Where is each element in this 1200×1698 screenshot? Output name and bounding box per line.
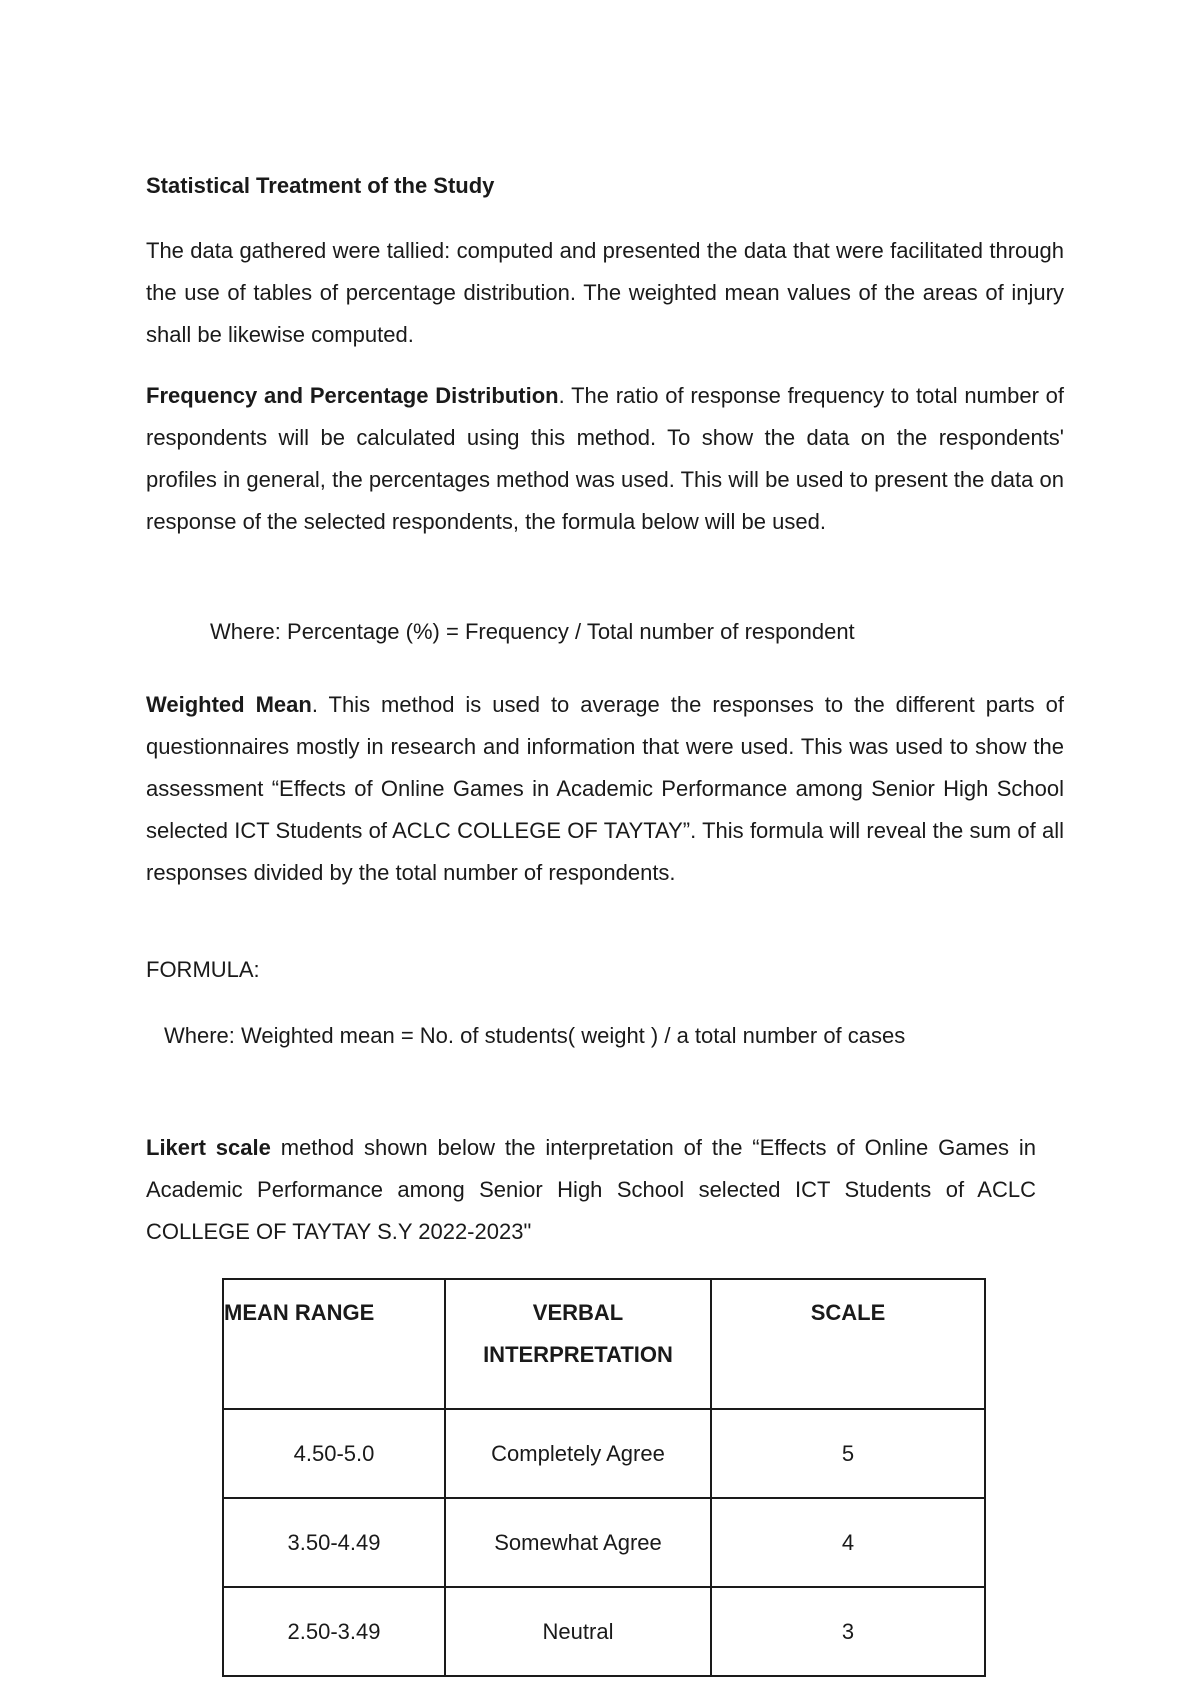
cell-verbal: Completely Agree xyxy=(445,1409,711,1498)
header-verbal-line2: INTERPRETATION xyxy=(483,1342,673,1367)
cell-mean-range: 3.50-4.49 xyxy=(223,1498,445,1587)
likert-scale-table xyxy=(222,1278,986,1677)
likert-paragraph xyxy=(146,1127,1036,1253)
frequency-paragraph xyxy=(146,375,1064,543)
cell-scale: 5 xyxy=(711,1409,985,1498)
cell-verbal: Neutral xyxy=(445,1587,711,1676)
weighted-mean-formula: Where: Weighted mean = No. of students( weight ) / a total number of cases xyxy=(164,1023,906,1048)
section-heading: Statistical Treatment of the Study xyxy=(146,173,495,198)
frequency-text: . The ratio of response frequency to total number of respondents will be calculated using this method. To show the data on the respondents' profiles in general, the percentages method was used. This will be used to present the data on response of the selected respondents, the formula below will be used. xyxy=(146,383,1064,534)
header-verbal-line1: VERBAL xyxy=(532,1300,624,1325)
frequency-label: Frequency and Percentage Distribution xyxy=(146,383,559,408)
weighted-mean-text: . This method is used to average the responses to the different parts of questionnaires mostly in research and information that were used. This was used to show the assessment “Effects of Online Games in Academic Performance among Senior High School selected ICT Students of ACLC COLLEGE OF TAYTAY”. This formula will reveal the sum of all responses divided by the total number of respondents. xyxy=(146,692,1064,885)
table-row xyxy=(223,1498,985,1587)
formula-label: FORMULA: xyxy=(146,957,260,982)
cell-verbal: Somewhat Agree xyxy=(445,1498,711,1587)
table-row xyxy=(223,1587,985,1676)
table-header-row xyxy=(223,1279,985,1409)
weighted-mean-label: Weighted Mean xyxy=(146,692,312,717)
cell-scale: 3 xyxy=(711,1587,985,1676)
cell-scale: 4 xyxy=(711,1498,985,1587)
header-mean-range: MEAN RANGE xyxy=(223,1279,445,1409)
likert-text: method shown below the interpretation of the “Effects of Online Games in Academic Performance among Senior High School selected ICT Students of ACLC COLLEGE OF TAYTAY S.Y 2022-2023" xyxy=(146,1135,1036,1244)
weighted-mean-paragraph xyxy=(146,684,1064,894)
cell-mean-range: 4.50-5.0 xyxy=(223,1409,445,1498)
header-verbal-interpretation xyxy=(445,1279,711,1409)
header-scale: SCALE xyxy=(711,1279,985,1409)
likert-label: Likert scale xyxy=(146,1135,271,1160)
percentage-formula: Where: Percentage (%) = Frequency / Total number of respondent xyxy=(210,619,855,644)
table-row xyxy=(223,1409,985,1498)
intro-paragraph: The data gathered were tallied: computed and presented the data that were facilitated through the use of tables of percentage distribution. The weighted mean values of the areas of injury shall be likewise computed. xyxy=(146,238,1064,347)
cell-mean-range: 2.50-3.49 xyxy=(223,1587,445,1676)
